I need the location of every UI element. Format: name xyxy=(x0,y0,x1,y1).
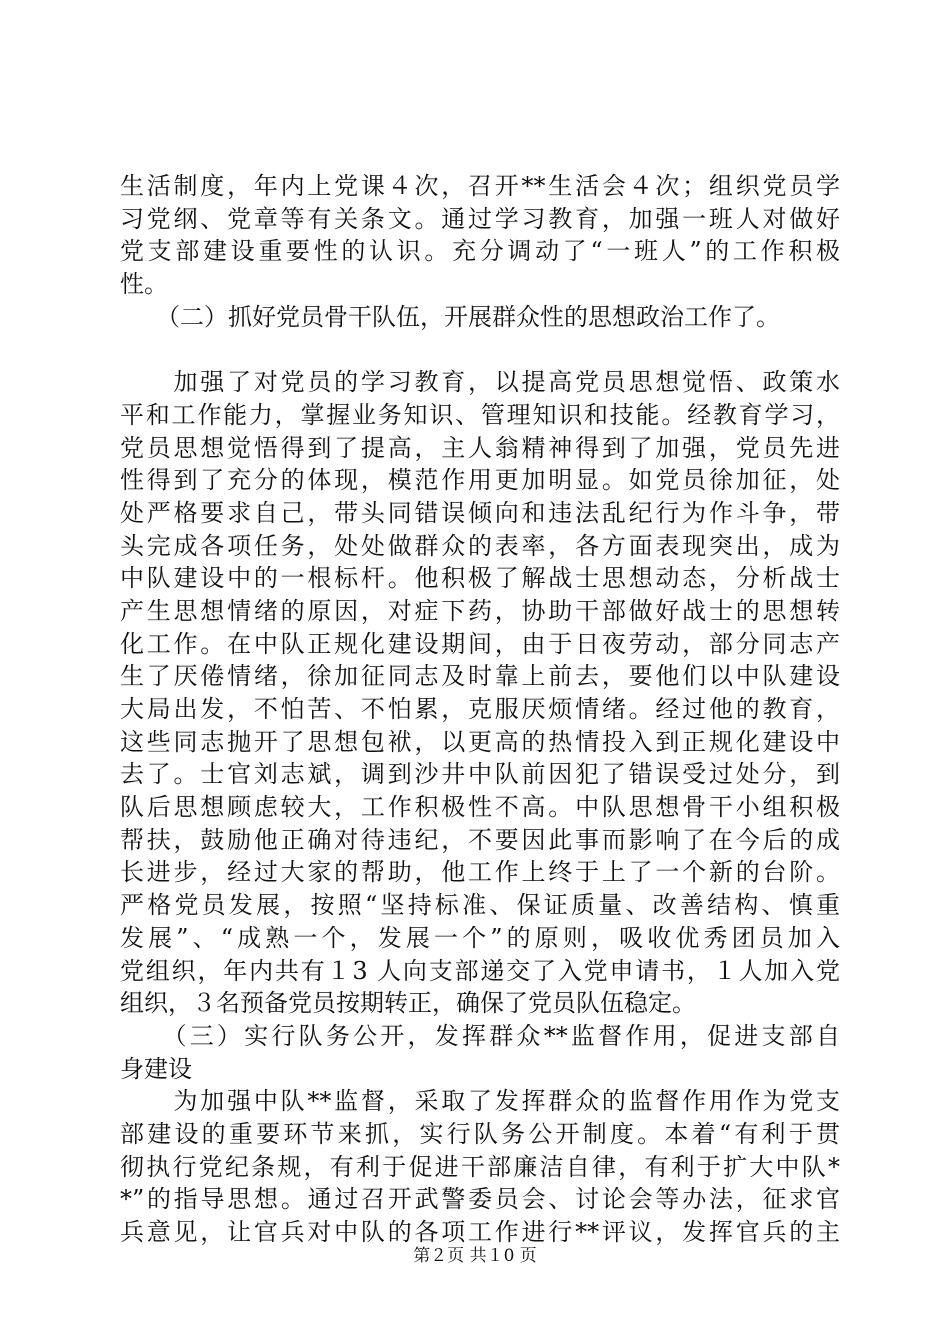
text-line: 党支部建设重要性的认识。充分调动了“一班人”的工作积极 xyxy=(120,237,840,266)
text-line: 身建设 xyxy=(120,1054,192,1083)
blank-line xyxy=(120,333,840,366)
text-line: 生活制度，年内上党课４次，召开**生活会４次；组织党员学 xyxy=(120,172,840,200)
text-line: 去了。士官刘志斌，调到沙井中队前因犯了错误受过处分，到 xyxy=(120,760,840,789)
text-line: 发展”、“成熟一个，发展一个”的原则，吸收优秀团员加入 xyxy=(120,923,840,952)
text-line: 组织，３名预备党员按期转正，确保了党员队伍稳定。 xyxy=(120,989,696,1018)
document-body xyxy=(120,170,840,1249)
text-line: 习党纲、党章等有关条文。通过学习教育，加强一班人对做好 xyxy=(120,204,840,233)
text-line: （三）实行队务公开，发挥群众**监督作用，促进支部自 xyxy=(120,1021,840,1050)
text-line: 长进步，经过大家的帮助，他工作上终于上了一个新的台阶。 xyxy=(120,858,840,887)
text-line: 处严格要求自己，带头同错误倾向和违法乱纪行为作斗争，带 xyxy=(120,498,840,527)
text-line: 产生思想情绪的原因，对症下药，协助干部做好战士的思想转 xyxy=(120,596,840,625)
text-line: 部建设的重要环节来抓，实行队务公开制度。本着“有利于贯 xyxy=(120,1119,840,1148)
page-footer: 第２页 共１0 页 xyxy=(413,1246,537,1266)
text-line: 党员思想觉悟得到了提高，主人翁精神得到了加强，党员先进 xyxy=(120,433,840,462)
text-line: 兵意见，让官兵对中队的各项工作进行**评议，发挥官兵的主 xyxy=(120,1218,840,1246)
text-line: （二）抓好党员骨干队伍，开展群众性的思想政治工作了。 xyxy=(120,302,780,331)
text-line: 这些同志抛开了思想包袱，以更高的热情投入到正规化建设中 xyxy=(120,727,840,756)
text-line: 为加强中队**监督，采取了发挥群众的监督作用作为党支 xyxy=(120,1087,840,1116)
text-line: 性。 xyxy=(120,270,168,299)
text-line: *”的指导思想。通过召开武警委员会、讨论会等办法，征求官 xyxy=(120,1185,840,1214)
text-line: 头完成各项任务，处处做群众的表率，各方面表现突出，成为 xyxy=(120,531,840,560)
text-line: 中队建设中的一根标杆。他积极了解战士思想动态，分析战士 xyxy=(120,564,840,593)
text-line: 生了厌倦情绪，徐加征同志及时靠上前去，要他们以中队建设 xyxy=(120,662,840,691)
text-line: 党组织，年内共有１3 人向支部递交了入党申请书，１人加入党 xyxy=(120,956,840,985)
text-line: 化工作。在中队正规化建设期间，由于日夜劳动，部分同志产 xyxy=(120,629,840,658)
text-line: 彻执行党纪条规，有利于促进干部廉洁自律，有利于扩大中队* xyxy=(120,1152,840,1181)
text-line: 性得到了充分的体现，模范作用更加明显。如党员徐加征，处 xyxy=(120,466,840,495)
text-line: 平和工作能力，掌握业务知识、管理知识和技能。经教育学习， xyxy=(120,400,840,429)
text-line: 大局出发，不怕苦、不怕累，克服厌烦情绪。经过他的教育， xyxy=(120,695,840,723)
text-line: 严格党员发展，按照“坚持标准、保证质量、改善结构、慎重 xyxy=(120,891,840,920)
text-line: 队后思想顾虑较大，工作积极性不高。中队思想骨干小组积极 xyxy=(120,793,840,822)
text-line: 帮扶，鼓励他正确对待违纪，不要因此事而影响了在今后的成 xyxy=(120,825,840,854)
text-line: 加强了对党员的学习教育，以提高党员思想觉悟、政策水 xyxy=(120,368,840,397)
